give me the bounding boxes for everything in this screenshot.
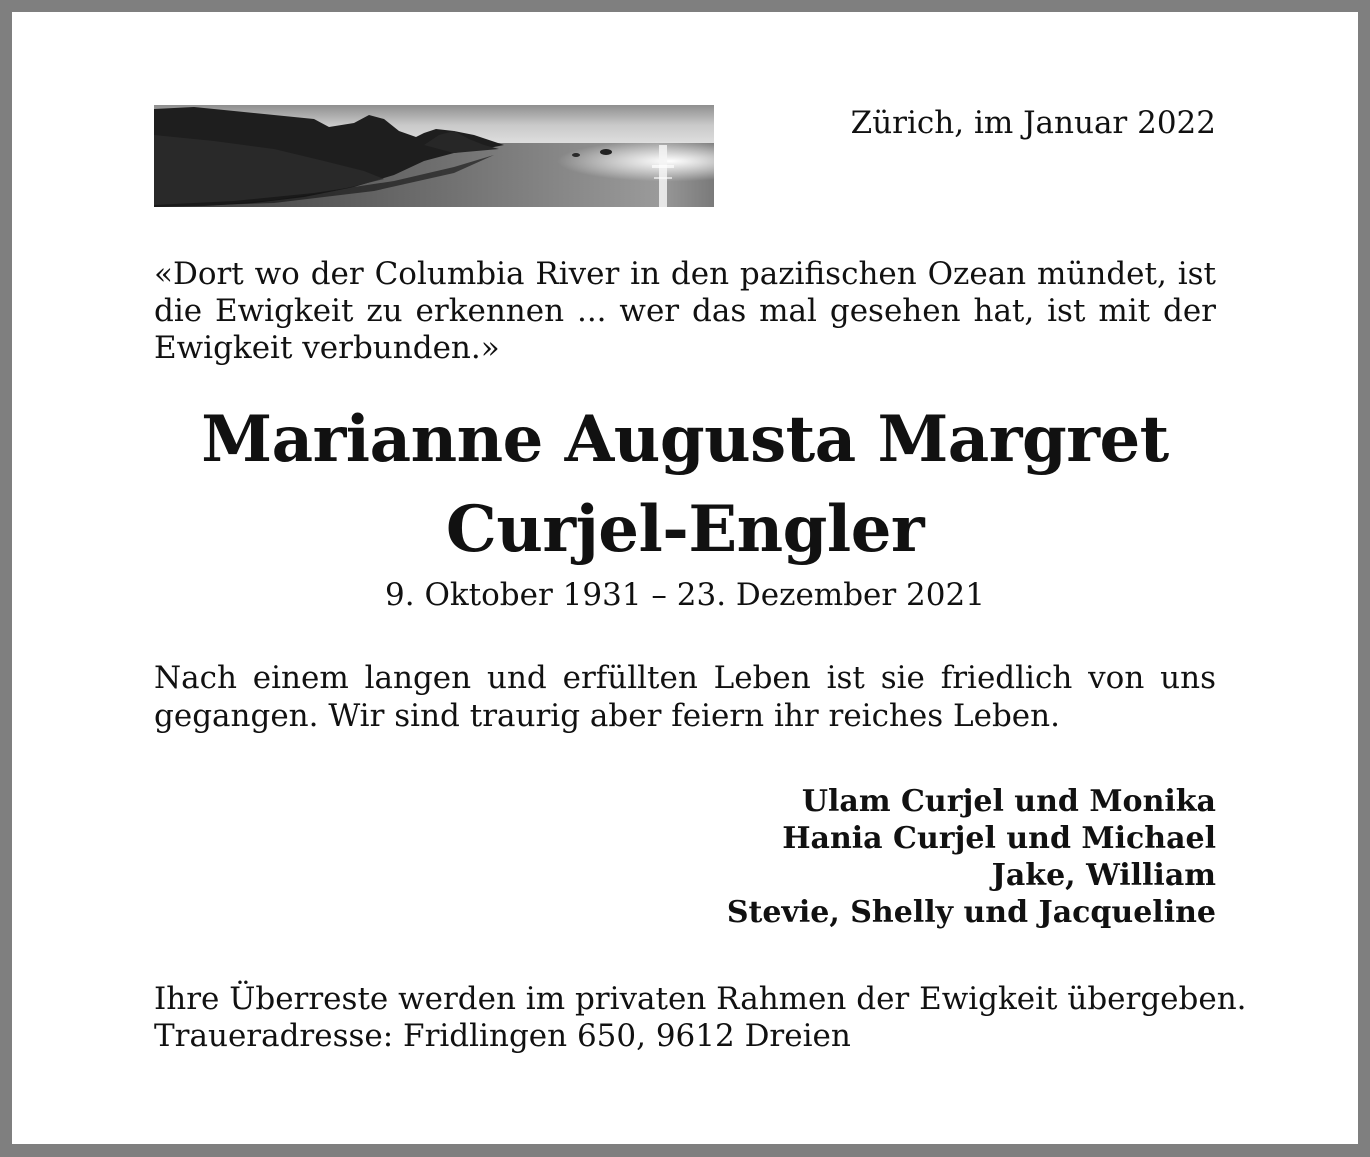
deceased-name bbox=[154, 395, 1216, 575]
lifespan-dates: 9. Oktober 1931 – 23. Dezember 2021 bbox=[385, 577, 985, 613]
mourners-list bbox=[727, 783, 1216, 931]
deceased-name-line2: Curjel-Engler bbox=[445, 492, 925, 567]
burial-note: Ihre Überreste werden im privaten Rahmen der Ewigkeit übergeben. bbox=[154, 981, 1247, 1017]
deceased-name-line1: Marianne Augusta Margret bbox=[201, 402, 1169, 477]
epigraph-quote: «Dort wo der Columbia River in den pazifischen Ozean mündet, ist die Ewigkeit zu erkennen ... wer das mal gesehen hat, ist mit der Ewigkeit verbunden.» bbox=[154, 256, 1216, 366]
mourning-address: Traueradresse: Fridlingen 650, 9612 Dreien bbox=[154, 1018, 851, 1054]
dateline: Zürich, im Januar 2022 bbox=[850, 105, 1216, 141]
obituary-notice bbox=[12, 12, 1358, 1144]
mourner-line: Stevie, Shelly und Jacqueline bbox=[726, 895, 1216, 930]
mourner-line: Hania Curjel und Michael bbox=[782, 821, 1216, 856]
mourner-line: Jake, William bbox=[991, 858, 1216, 893]
coastline-photo bbox=[154, 105, 714, 207]
obituary-message: Nach einem langen und erfüllten Leben ist sie friedlich von uns gegangen. Wir sind traurig aber feiern ihr reiches Leben. bbox=[154, 660, 1216, 734]
mourner-line: Ulam Curjel und Monika bbox=[801, 784, 1216, 819]
footer-note bbox=[154, 981, 1247, 1055]
